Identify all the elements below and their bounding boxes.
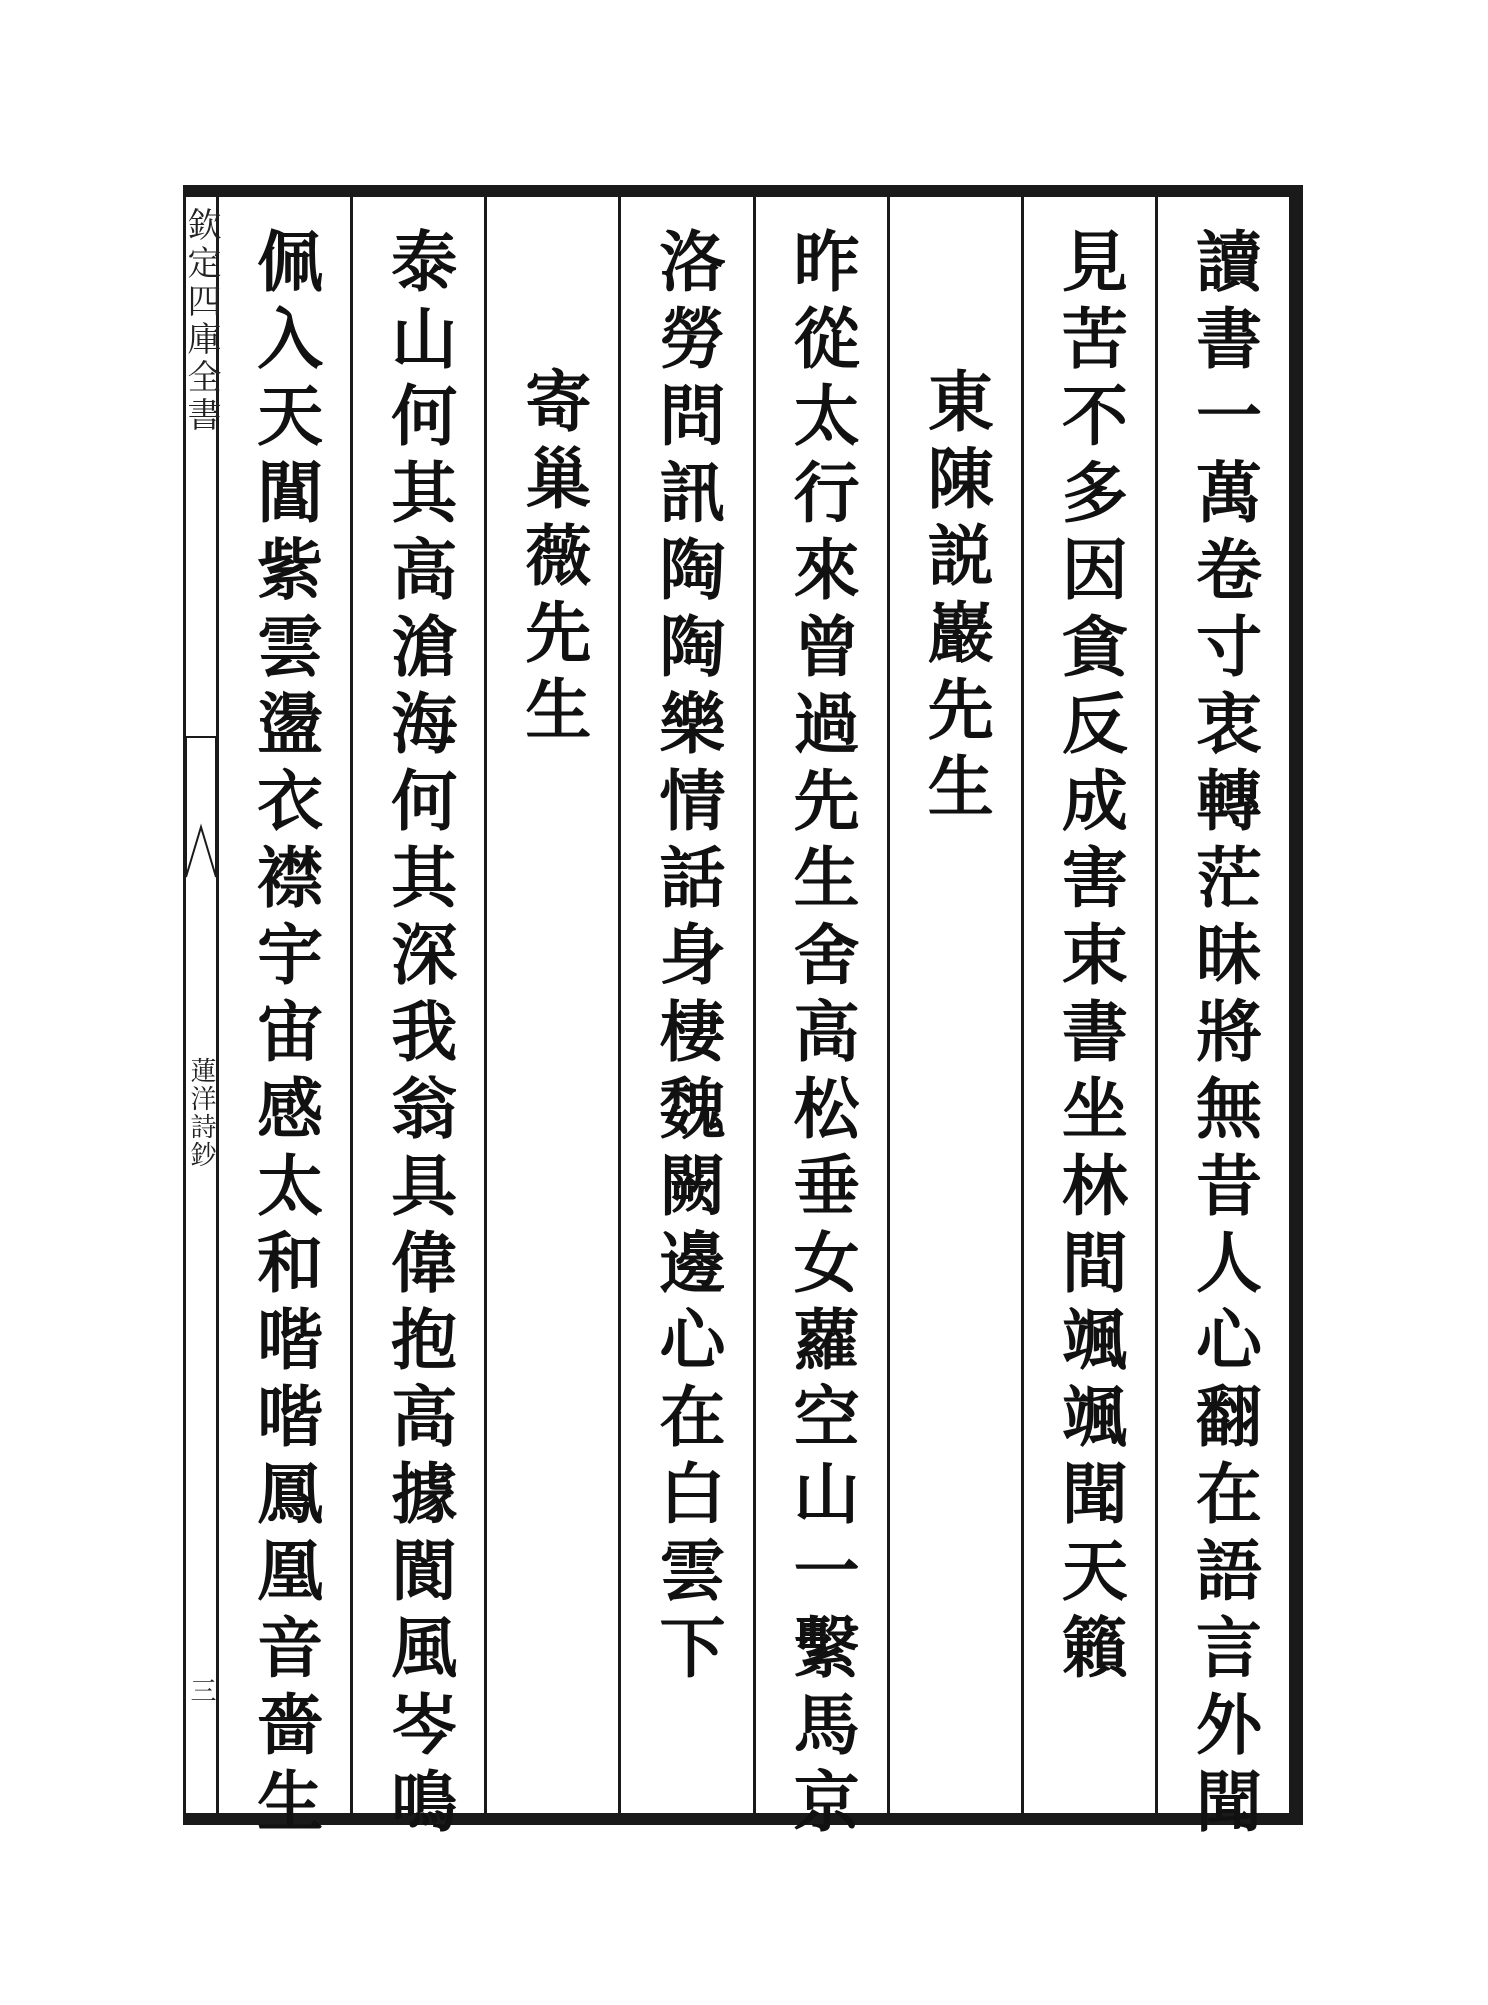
- page-number: 三: [186, 1677, 216, 1703]
- book-title: 蓮洋詩鈔: [186, 1057, 216, 1169]
- column-4: [753, 197, 887, 1844]
- text-columns: [219, 197, 1289, 1844]
- page-margin: [181, 197, 221, 1813]
- column-6: [484, 197, 618, 1813]
- poem-title: 東陳説巖先生: [916, 367, 995, 829]
- poem-title: 寄巢薇先生: [513, 367, 592, 752]
- column-text: 見苦不多因貪反成害束書坐林間颯颯聞天籟: [1050, 227, 1129, 1690]
- column-text: 泰山何其高滄海何其深我翁具偉抱高據閬風岑鳴: [379, 227, 458, 1844]
- fish-tail-mark: [186, 737, 216, 877]
- column-text: 昨從太行來曾過先生舍高松垂女蘿空山一繫馬京: [782, 227, 861, 1844]
- column-2: [1021, 197, 1155, 1813]
- column-7: [350, 197, 484, 1844]
- column-8: [219, 197, 350, 1844]
- collection-title: 欽定四庫全書: [181, 207, 221, 435]
- page-frame: [181, 185, 1303, 1844]
- column-text: 讀書一萬卷寸衷轉茫昧將無昔人心翻在語言外聞: [1184, 227, 1263, 1844]
- column-1: [1155, 197, 1289, 1844]
- column-5: [618, 197, 752, 1813]
- column-3: [887, 197, 1021, 1813]
- column-text: 佩入天閶紫雲盪衣襟宇宙感太和喈喈鳳凰音嗇生: [245, 227, 324, 1844]
- column-text: 洛勞問訊陶陶樂情話身棲魏闕邊心在白雲下: [647, 227, 726, 1690]
